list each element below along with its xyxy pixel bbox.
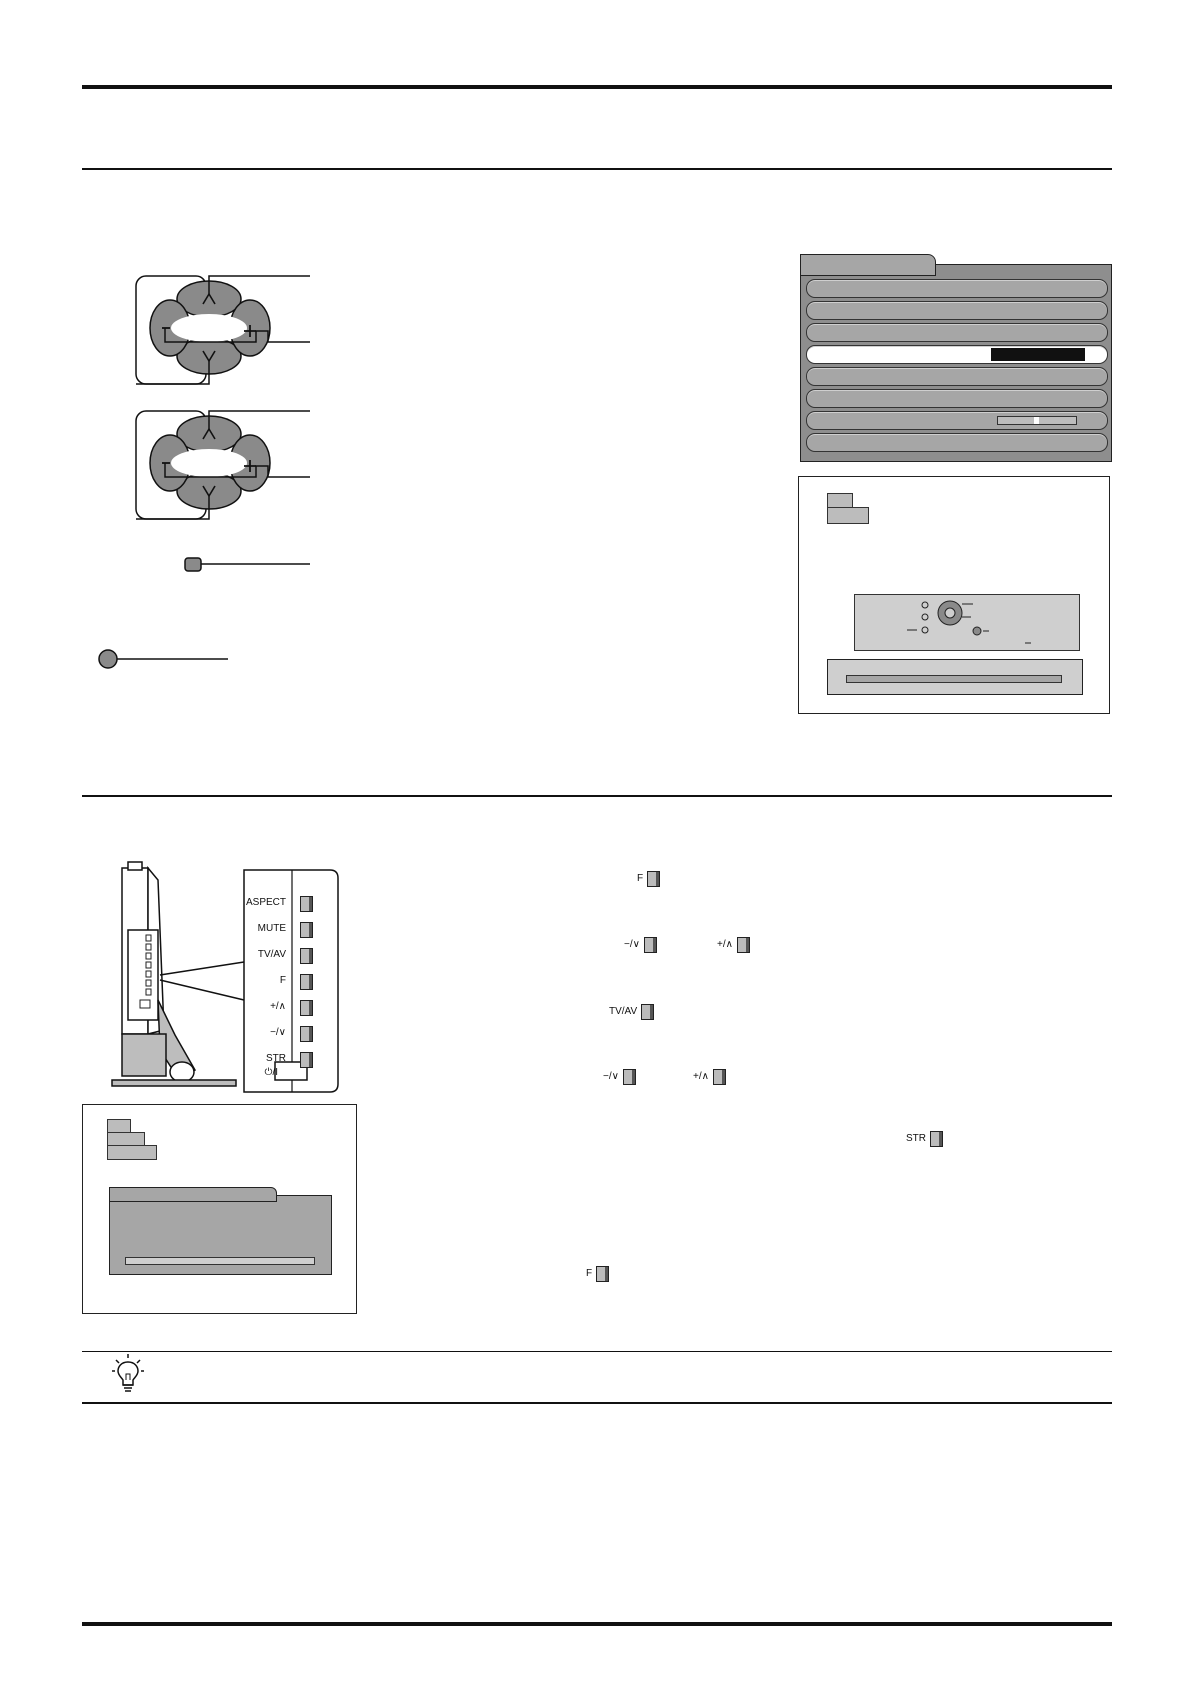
key-icon <box>647 871 660 887</box>
panel-key-f <box>300 974 313 990</box>
side-button-mute <box>258 922 286 937</box>
side-button-label: TV/AV <box>257 949 286 960</box>
panel-key-tvav <box>300 948 313 964</box>
side-button-label: STR <box>266 1053 286 1064</box>
mockup-step-3 <box>107 1145 157 1160</box>
step4-key-minus: −/∨ <box>603 1069 636 1085</box>
step2-key-minus: −/∨ <box>624 937 657 953</box>
side-button-plus <box>270 1000 286 1015</box>
step2-key-plus: +/∧ <box>717 937 750 953</box>
key-icon <box>737 937 750 953</box>
side-button-str <box>266 1052 286 1067</box>
side-button-minus <box>270 1026 286 1041</box>
side-button-label: −/∨ <box>270 1027 286 1038</box>
lightbulb-icon <box>110 1352 146 1396</box>
side-button-label: ASPECT <box>245 897 286 908</box>
side-button-label: F <box>279 975 286 986</box>
side-button-aspect <box>246 896 286 911</box>
panel-key-str <box>300 1052 313 1068</box>
side-button-tvav <box>258 948 286 963</box>
panel-key-mute <box>300 922 313 938</box>
side-button-label: ⏻/I <box>264 1067 278 1078</box>
panel-key-aspect <box>300 896 313 912</box>
side-button-power <box>265 1066 278 1081</box>
panel-key-plus <box>300 1000 313 1016</box>
step1-key: F <box>637 871 660 887</box>
step6-key: F <box>586 1266 609 1282</box>
step5-key: STR <box>906 1131 943 1147</box>
key-icon <box>623 1069 636 1085</box>
side-button-f <box>280 974 286 989</box>
side-button-label: MUTE <box>257 923 286 934</box>
panel-key-minus <box>300 1026 313 1042</box>
step3-key: TV/AV <box>609 1004 654 1020</box>
key-icon <box>641 1004 654 1020</box>
screen-mockup-small <box>82 1104 357 1314</box>
mockup-menu-bar <box>125 1257 315 1265</box>
key-icon <box>713 1069 726 1085</box>
key-icon <box>596 1266 609 1282</box>
step4-key-plus: +/∧ <box>693 1069 726 1085</box>
mockup-menu-tab <box>109 1187 277 1202</box>
side-button-label: +/∧ <box>270 1001 286 1012</box>
key-icon <box>644 937 657 953</box>
key-icon <box>930 1131 943 1147</box>
